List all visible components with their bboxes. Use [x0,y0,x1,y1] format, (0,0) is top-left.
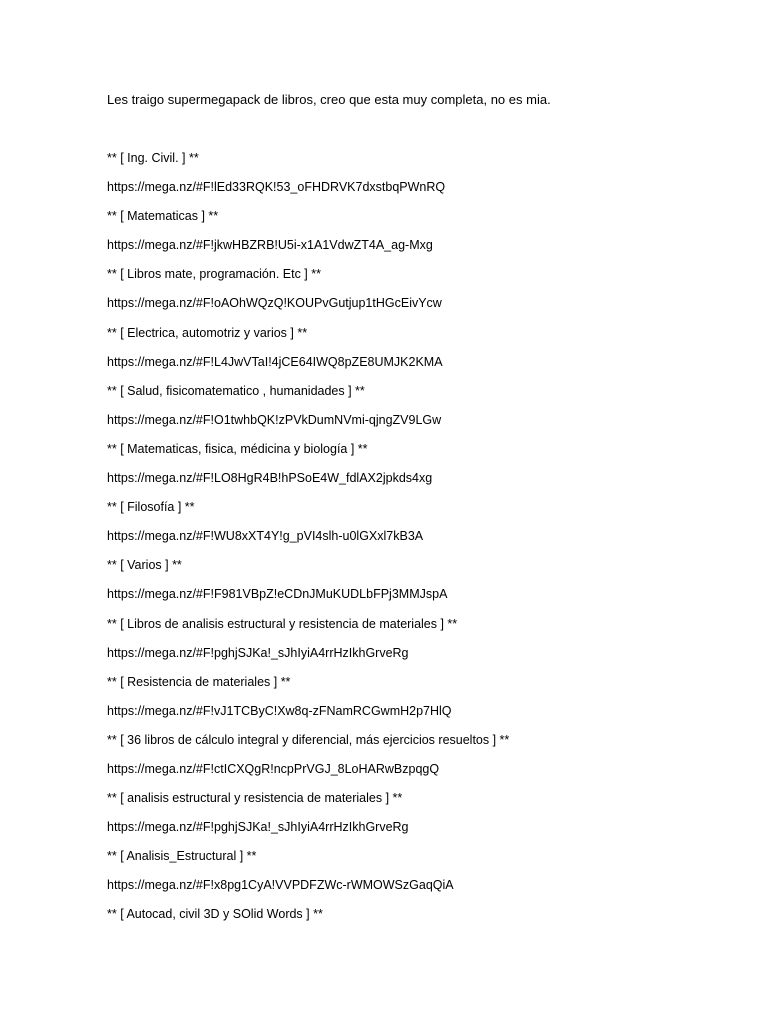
list-item [107,207,727,254]
section-heading: ** [ Resistencia de materiales ] ** [107,674,291,689]
list-item [107,440,727,487]
section-heading: ** [ Libros mate, programación. Etc ] ** [107,267,321,282]
section-heading: ** [ Ing. Civil. ] ** [107,151,199,165]
list-item [107,673,727,720]
section-heading: ** [ Salud, fisicomatematico , humanidades ] ** [107,383,365,398]
document-content [107,91,727,935]
section-heading: ** [ Libros de analisis estructural y resistencia de materiales ] ** [107,616,458,631]
mega-link[interactable]: https://mega.nz/#F!LO8HgR4B!hPSoE4W_fdlAX2jpkds4xg [107,471,433,486]
list-item [107,149,727,196]
mega-link[interactable]: https://mega.nz/#F!pghjSJKa!_sJhIyiA4rrHzIkhGrveRg [107,820,409,835]
mega-link[interactable]: https://mega.nz/#F!pghjSJKa!_sJhIyiA4rrHzIkhGrveRg [107,645,409,660]
link-list [107,149,727,923]
list-item [107,324,727,371]
section-heading: ** [ 36 libros de cálculo integral y diferencial, más ejercicios resueltos ] ** [107,732,510,747]
list-item [107,265,727,312]
section-heading: ** [ Filosofía ] ** [107,500,195,515]
mega-link[interactable]: https://mega.nz/#F!F981VBpZ!eCDnJMuKUDLbFPj3MMJspA [107,587,448,602]
list-item [107,556,727,603]
section-heading: ** [ Autocad, civil 3D y SOlid Words ] ** [107,907,323,922]
mega-link[interactable]: https://mega.nz/#F!lEd33RQK!53_oFHDRVK7dxstbqPWnRQ [107,180,446,195]
section-heading: ** [ Matematicas ] ** [107,209,219,224]
list-item [107,498,727,545]
mega-link[interactable]: https://mega.nz/#F!oAOhWQzQ!KOUPvGutjup1tHGcEivYcw [107,296,442,311]
list-item [107,847,727,894]
section-heading: ** [ Analisis_Estructural ] ** [107,849,257,864]
mega-link[interactable]: https://mega.nz/#F!jkwHBZRB!U5i-x1A1VdwZT4A_ag-Mxg [107,238,433,253]
mega-link[interactable]: https://mega.nz/#F!ctICXQgR!ncpPrVGJ_8LoHARwBzpqgQ [107,761,440,776]
list-item [107,615,727,662]
mega-link[interactable]: https://mega.nz/#F!L4JwVTaI!4jCE64IWQ8pZE8UMJK2KMA [107,354,443,369]
intro-text: Les traigo supermegapack de libros, creo que esta muy completa, no es mia. [107,92,551,107]
mega-link[interactable]: https://mega.nz/#F!vJ1TCByC!Xw8q-zFNamRCGwmH2p7HlQ [107,703,452,718]
mega-link[interactable]: https://mega.nz/#F!O1twhbQK!zPVkDumNVmi-qjngZV9LGw [107,412,442,427]
list-item [107,731,727,778]
mega-link[interactable]: https://mega.nz/#F!WU8xXT4Y!g_pVI4slh-u0lGXxl7kB3A [107,529,424,544]
section-heading: ** [ Varios ] ** [107,558,182,573]
list-item [107,905,727,923]
list-item [107,789,727,836]
section-heading: ** [ analisis estructural y resistencia de materiales ] ** [107,791,403,806]
list-item [107,382,727,429]
mega-link[interactable]: https://mega.nz/#F!x8pg1CyA!VVPDFZWc-rWMOWSzGaqQiA [107,878,454,893]
section-heading: ** [ Electrica, automotriz y varios ] ** [107,325,308,340]
section-heading: ** [ Matematicas, fisica, médicina y biología ] ** [107,441,368,456]
